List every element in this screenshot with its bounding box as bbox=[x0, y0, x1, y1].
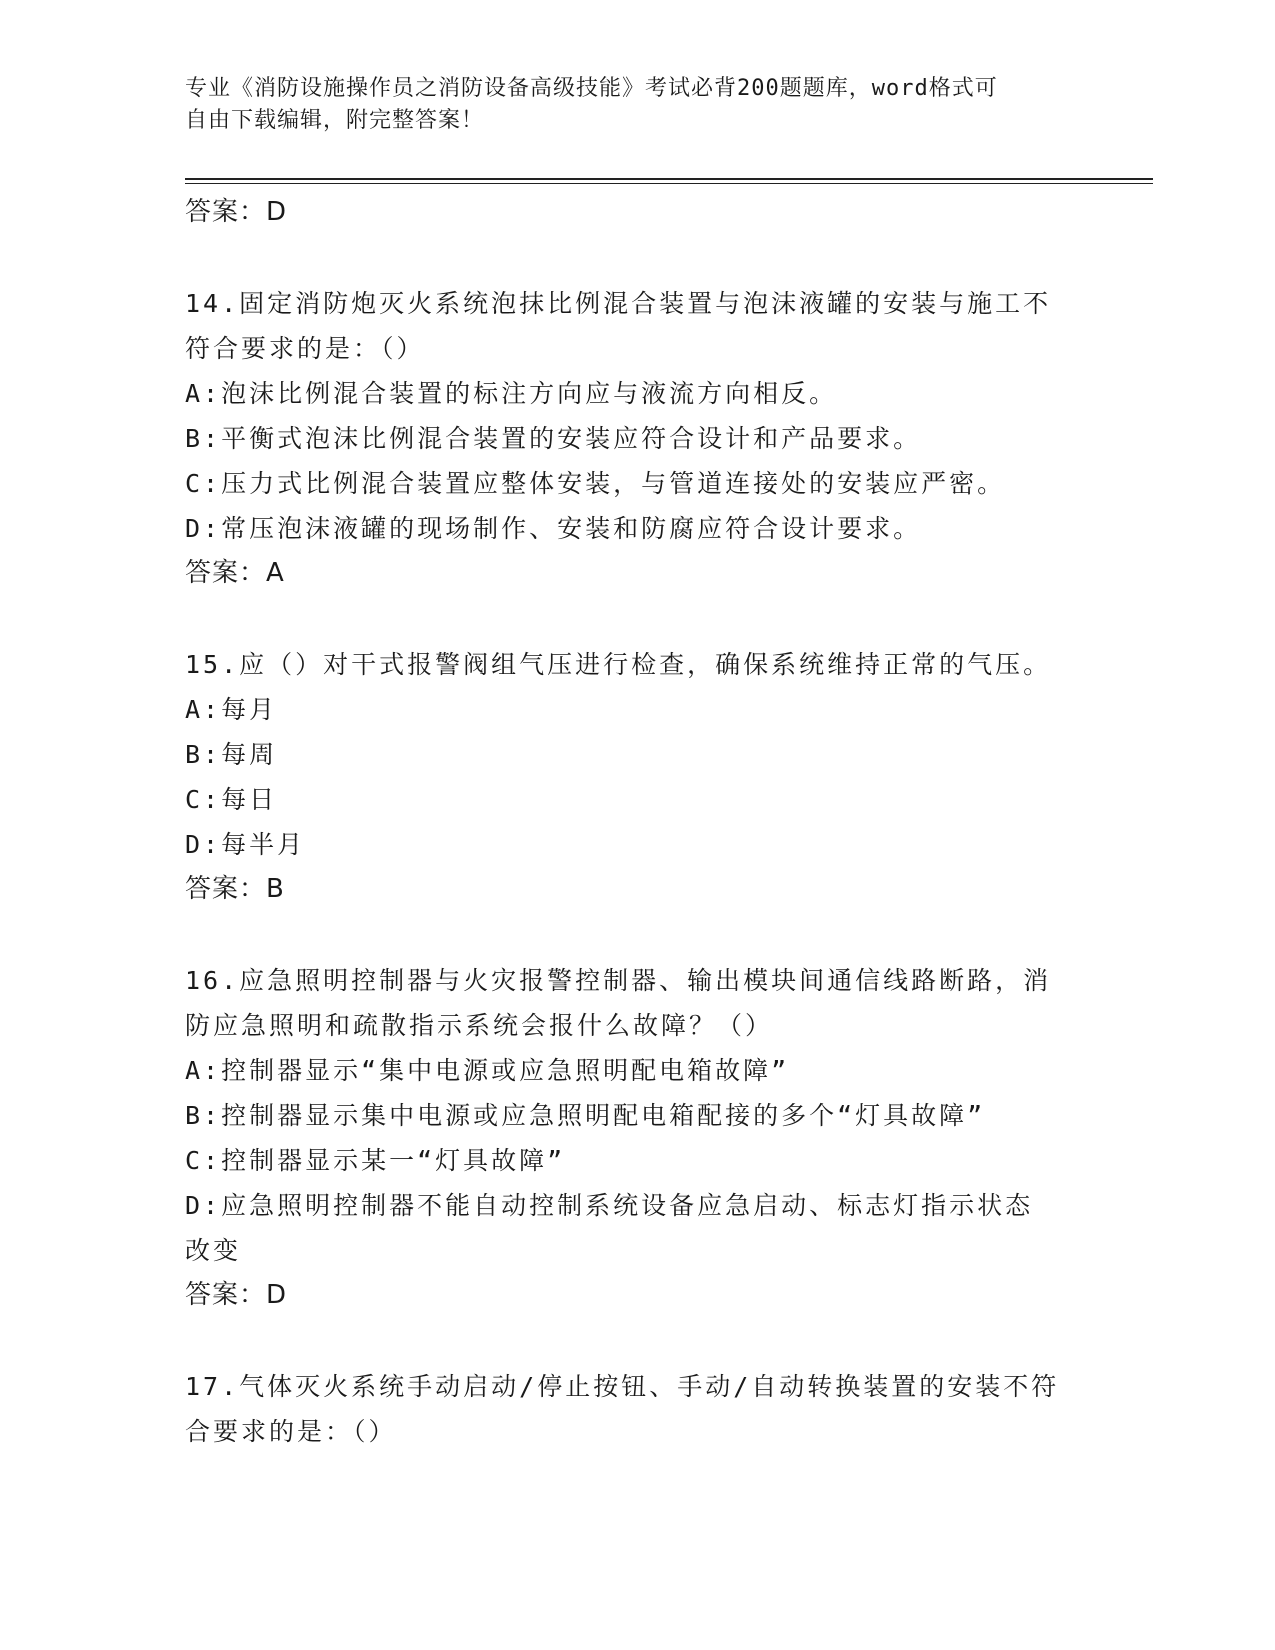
option-d: D:应急照明控制器不能自动控制系统设备应急启动、标志灯指示状态 bbox=[185, 1191, 1034, 1220]
answer-line: 答案：A bbox=[185, 558, 285, 588]
question-text-line: 17.气体灭火系统手动启动/停止按钮、手动/自动转换装置的安装不符 bbox=[185, 1372, 1060, 1401]
spacer bbox=[185, 912, 1075, 958]
question-text-line: 16.应急照明控制器与火灾报警控制器、输出模块间通信线路断路，消 bbox=[185, 966, 1052, 995]
question-text-line: 14.固定消防炮灭火系统泡抹比例混合装置与泡沫液罐的安装与施工不 bbox=[185, 289, 1052, 318]
question-17 bbox=[185, 1364, 1075, 1454]
spacer bbox=[185, 235, 1075, 281]
option-b: B:平衡式泡沫比例混合装置的安装应符合设计和产品要求。 bbox=[185, 424, 922, 453]
option-b: B:控制器显示集中电源或应急照明配电箱配接的多个“灯具故障” bbox=[185, 1101, 986, 1130]
option-c: C:压力式比例混合装置应整体安装，与管道连接处的安装应严密。 bbox=[185, 469, 1006, 498]
question-16 bbox=[185, 958, 1075, 1318]
option-d-continued: 改变 bbox=[185, 1236, 242, 1265]
option-a: A:控制器显示“集中电源或应急照明配电箱故障” bbox=[185, 1056, 790, 1085]
option-d: D:每半月 bbox=[185, 830, 306, 859]
document-body bbox=[185, 190, 1075, 1454]
question-text-line: 15.应（）对干式报警阀组气压进行检查，确保系统维持正常的气压。 bbox=[185, 650, 1052, 679]
answer-line: 答案：D bbox=[185, 197, 288, 227]
answer-line: 答案：D bbox=[185, 1280, 288, 1310]
header-title-line-1: 专业《消防设施操作员之消防设备高级技能》考试必背200题题库，word格式可 bbox=[185, 76, 998, 101]
header-divider-thin bbox=[185, 183, 1153, 184]
question-text-line: 防应急照明和疏散指示系统会报什么故障？（） bbox=[185, 1011, 774, 1040]
question-text-line: 合要求的是：（） bbox=[185, 1417, 397, 1446]
header-title-line-2: 自由下载编辑，附完整答案！ bbox=[185, 108, 485, 133]
option-a: A:每月 bbox=[185, 695, 278, 724]
option-d: D:常压泡沫液罐的现场制作、安装和防腐应符合设计要求。 bbox=[185, 514, 922, 543]
question-text-line: 符合要求的是：（） bbox=[185, 334, 425, 363]
option-c: C:控制器显示某一“灯具故障” bbox=[185, 1146, 566, 1175]
option-c: C:每日 bbox=[185, 785, 278, 814]
question-15 bbox=[185, 642, 1075, 912]
page-header bbox=[185, 73, 1065, 137]
option-a: A:泡沫比例混合装置的标注方向应与液流方向相反。 bbox=[185, 379, 838, 408]
answer-line: 答案：B bbox=[185, 874, 285, 904]
question-14 bbox=[185, 281, 1075, 596]
spacer bbox=[185, 1318, 1075, 1364]
spacer bbox=[185, 596, 1075, 642]
option-b: B:每周 bbox=[185, 740, 278, 769]
header-divider bbox=[185, 178, 1153, 180]
